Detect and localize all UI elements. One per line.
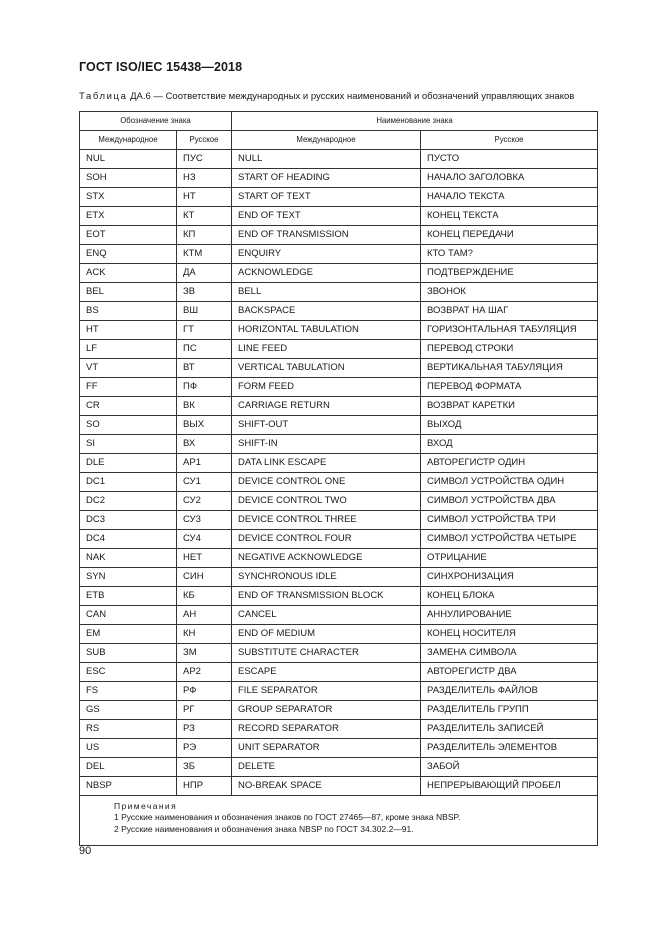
table-row — [80, 738, 598, 757]
designation-intl-cell: BS — [80, 301, 177, 320]
designation-ru-cell: АР1 — [177, 453, 232, 472]
name-intl-cell: ENQUIRY — [232, 244, 421, 263]
designation-intl-cell: DC3 — [80, 510, 177, 529]
designation-ru-cell: РЗ — [177, 719, 232, 738]
designation-ru-cell: ЗМ — [177, 643, 232, 662]
designation-intl-cell: RS — [80, 719, 177, 738]
designation-intl-cell: CAN — [80, 605, 177, 624]
designation-intl-cell: FS — [80, 681, 177, 700]
designation-ru-cell: СУ1 — [177, 472, 232, 491]
name-ru-cell: НАЧАЛО ЗАГОЛОВКА — [421, 168, 598, 187]
designation-intl-cell: DEL — [80, 757, 177, 776]
designation-ru-cell: ВЫХ — [177, 415, 232, 434]
table-row — [80, 586, 598, 605]
designation-ru-cell: ВК — [177, 396, 232, 415]
notes-row — [80, 795, 598, 845]
table-row — [80, 567, 598, 586]
name-ru-cell: ВОЗВРАТ НА ШАГ — [421, 301, 598, 320]
page-header: ГОСТ ISO/IEC 15438—2018 — [79, 60, 243, 74]
designation-ru-cell: КТМ — [177, 244, 232, 263]
designation-ru-cell: ПФ — [177, 377, 232, 396]
name-ru-cell: СИМВОЛ УСТРОЙСТВА ТРИ — [421, 510, 598, 529]
name-intl-cell: START OF HEADING — [232, 168, 421, 187]
designation-intl-cell: CR — [80, 396, 177, 415]
table-row — [80, 206, 598, 225]
designation-intl-cell: ETB — [80, 586, 177, 605]
designation-intl-cell: ESC — [80, 662, 177, 681]
name-intl-cell: VERTICAL TABULATION — [232, 358, 421, 377]
name-ru-cell: ВОЗВРАТ КАРЕТКИ — [421, 396, 598, 415]
name-ru-cell: КТО ТАМ? — [421, 244, 598, 263]
table-row — [80, 643, 598, 662]
name-ru-cell: ПЕРЕВОД ФОРМАТА — [421, 377, 598, 396]
name-ru-cell: РАЗДЕЛИТЕЛЬ ГРУПП — [421, 700, 598, 719]
table-row — [80, 339, 598, 358]
name-intl-cell: DELETE — [232, 757, 421, 776]
designation-intl-cell: US — [80, 738, 177, 757]
name-intl-cell: LINE FEED — [232, 339, 421, 358]
designation-ru-cell: СИН — [177, 567, 232, 586]
name-ru-cell: РАЗДЕЛИТЕЛЬ ЭЛЕМЕНТОВ — [421, 738, 598, 757]
designation-ru-cell: АН — [177, 605, 232, 624]
name-intl-cell: CANCEL — [232, 605, 421, 624]
designation-intl-cell: STX — [80, 187, 177, 206]
name-ru-cell: КОНЕЦ ТЕКСТА — [421, 206, 598, 225]
name-intl-cell: DEVICE CONTROL ONE — [232, 472, 421, 491]
designation-ru-cell: ЗБ — [177, 757, 232, 776]
sub-header-designation-ru: Русское — [177, 130, 232, 149]
designation-intl-cell: DC1 — [80, 472, 177, 491]
table-row — [80, 377, 598, 396]
name-intl-cell: RECORD SEPARATOR — [232, 719, 421, 738]
name-intl-cell: NEGATIVE ACKNOWLEDGE — [232, 548, 421, 567]
name-ru-cell: СИМВОЛ УСТРОЙСТВА ЧЕТЫРЕ — [421, 529, 598, 548]
name-intl-cell: END OF TEXT — [232, 206, 421, 225]
name-ru-cell: ЗВОНОК — [421, 282, 598, 301]
name-ru-cell: ГОРИЗОНТАЛЬНАЯ ТАБУЛЯЦИЯ — [421, 320, 598, 339]
designation-intl-cell: SI — [80, 434, 177, 453]
table-row — [80, 320, 598, 339]
designation-ru-cell: СУ4 — [177, 529, 232, 548]
name-ru-cell: АННУЛИРОВАНИЕ — [421, 605, 598, 624]
designation-intl-cell: SOH — [80, 168, 177, 187]
name-ru-cell: АВТОРЕГИСТР ОДИН — [421, 453, 598, 472]
designation-ru-cell: ГТ — [177, 320, 232, 339]
name-ru-cell: ВЫХОД — [421, 415, 598, 434]
name-intl-cell: SUBSTITUTE CHARACTER — [232, 643, 421, 662]
table-row — [80, 681, 598, 700]
name-ru-cell: КОНЕЦ НОСИТЕЛЯ — [421, 624, 598, 643]
name-intl-cell: START OF TEXT — [232, 187, 421, 206]
designation-intl-cell: NBSP — [80, 776, 177, 795]
designation-intl-cell: VT — [80, 358, 177, 377]
table-row — [80, 415, 598, 434]
designation-ru-cell: КБ — [177, 586, 232, 605]
designation-ru-cell: ВШ — [177, 301, 232, 320]
designation-ru-cell: ДА — [177, 263, 232, 282]
name-intl-cell: ESCAPE — [232, 662, 421, 681]
name-ru-cell: СИМВОЛ УСТРОЙСТВА ОДИН — [421, 472, 598, 491]
table-row — [80, 624, 598, 643]
name-intl-cell: SHIFT-IN — [232, 434, 421, 453]
designation-ru-cell: ПС — [177, 339, 232, 358]
name-ru-cell: АВТОРЕГИСТР ДВА — [421, 662, 598, 681]
designation-intl-cell: FF — [80, 377, 177, 396]
designation-intl-cell: GS — [80, 700, 177, 719]
note-line-2: 2 Русские наименования и обозначения знака NBSP по ГОСТ 34.302.2—91. — [114, 823, 414, 834]
name-intl-cell: HORIZONTAL TABULATION — [232, 320, 421, 339]
name-intl-cell: BELL — [232, 282, 421, 301]
page-number: 90 — [79, 845, 92, 857]
name-intl-cell: DEVICE CONTROL FOUR — [232, 529, 421, 548]
table-row — [80, 168, 598, 187]
designation-intl-cell: DC4 — [80, 529, 177, 548]
name-intl-cell: FILE SEPARATOR — [232, 681, 421, 700]
designation-intl-cell: NUL — [80, 149, 177, 168]
table-row — [80, 453, 598, 472]
designation-ru-cell: КП — [177, 225, 232, 244]
designation-intl-cell: DLE — [80, 453, 177, 472]
name-intl-cell: BACKSPACE — [232, 301, 421, 320]
designation-ru-cell: РФ — [177, 681, 232, 700]
name-ru-cell: РАЗДЕЛИТЕЛЬ ЗАПИСЕЙ — [421, 719, 598, 738]
name-ru-cell: ПУСТО — [421, 149, 598, 168]
designation-intl-cell: ETX — [80, 206, 177, 225]
designation-ru-cell: РГ — [177, 700, 232, 719]
name-intl-cell: FORM FEED — [232, 377, 421, 396]
name-ru-cell: ПОДТВЕРЖДЕНИЕ — [421, 263, 598, 282]
name-intl-cell: CARRIAGE RETURN — [232, 396, 421, 415]
name-intl-cell: SYNCHRONOUS IDLE — [232, 567, 421, 586]
table-body — [80, 149, 598, 795]
name-ru-cell: КОНЕЦ БЛОКА — [421, 586, 598, 605]
name-intl-cell: DEVICE CONTROL THREE — [232, 510, 421, 529]
group-header-name: Наименование знака — [232, 112, 598, 131]
name-ru-cell: ОТРИЦАНИЕ — [421, 548, 598, 567]
table-row — [80, 757, 598, 776]
name-intl-cell: NO-BREAK SPACE — [232, 776, 421, 795]
designation-ru-cell: НЕТ — [177, 548, 232, 567]
sub-header-designation-intl: Международное — [80, 130, 177, 149]
name-intl-cell: UNIT SEPARATOR — [232, 738, 421, 757]
control-characters-table — [79, 111, 598, 846]
notes-title: Примечания — [114, 800, 178, 811]
name-ru-cell: ВХОД — [421, 434, 598, 453]
table-caption — [79, 91, 574, 102]
name-ru-cell: ЗАБОЙ — [421, 757, 598, 776]
table-caption-label: Таблица — [79, 91, 128, 102]
table-row — [80, 662, 598, 681]
designation-intl-cell: DC2 — [80, 491, 177, 510]
designation-intl-cell: EM — [80, 624, 177, 643]
table-row — [80, 491, 598, 510]
name-ru-cell: РАЗДЕЛИТЕЛЬ ФАЙЛОВ — [421, 681, 598, 700]
table-row — [80, 282, 598, 301]
table-caption-text: ДА.6 — Соответствие международных и русских наименований и обозначений управляющих знаков — [127, 91, 575, 102]
designation-ru-cell: КТ — [177, 206, 232, 225]
table-row — [80, 301, 598, 320]
designation-ru-cell: НЗ — [177, 168, 232, 187]
name-intl-cell: END OF MEDIUM — [232, 624, 421, 643]
table-row — [80, 225, 598, 244]
designation-ru-cell: ПУС — [177, 149, 232, 168]
table-row — [80, 149, 598, 168]
name-ru-cell: ПЕРЕВОД СТРОКИ — [421, 339, 598, 358]
designation-ru-cell: СУ3 — [177, 510, 232, 529]
name-intl-cell: END OF TRANSMISSION BLOCK — [232, 586, 421, 605]
name-ru-cell: ЗАМЕНА СИМВОЛА — [421, 643, 598, 662]
designation-intl-cell: LF — [80, 339, 177, 358]
designation-intl-cell: SYN — [80, 567, 177, 586]
name-intl-cell: END OF TRANSMISSION — [232, 225, 421, 244]
name-ru-cell: НЕПРЕРЫВАЮЩИЙ ПРОБЕЛ — [421, 776, 598, 795]
name-ru-cell: СИНХРОНИЗАЦИЯ — [421, 567, 598, 586]
designation-ru-cell: РЭ — [177, 738, 232, 757]
designation-intl-cell: NAK — [80, 548, 177, 567]
table-row — [80, 358, 598, 377]
name-ru-cell: НАЧАЛО ТЕКСТА — [421, 187, 598, 206]
table-row — [80, 396, 598, 415]
table-row — [80, 548, 598, 567]
designation-ru-cell: НПР — [177, 776, 232, 795]
table-row — [80, 719, 598, 738]
sub-header-name-intl: Международное — [232, 130, 421, 149]
table-row — [80, 510, 598, 529]
designation-ru-cell: ЗВ — [177, 282, 232, 301]
name-ru-cell: КОНЕЦ ПЕРЕДАЧИ — [421, 225, 598, 244]
designation-intl-cell: ACK — [80, 263, 177, 282]
designation-intl-cell: SUB — [80, 643, 177, 662]
designation-intl-cell: HT — [80, 320, 177, 339]
name-ru-cell: ВЕРТИКАЛЬНАЯ ТАБУЛЯЦИЯ — [421, 358, 598, 377]
name-intl-cell: SHIFT-OUT — [232, 415, 421, 434]
table-row — [80, 187, 598, 206]
table-row — [80, 434, 598, 453]
designation-ru-cell: СУ2 — [177, 491, 232, 510]
table-row — [80, 472, 598, 491]
designation-ru-cell: ВТ — [177, 358, 232, 377]
table-row — [80, 700, 598, 719]
name-intl-cell: DEVICE CONTROL TWO — [232, 491, 421, 510]
designation-ru-cell: НТ — [177, 187, 232, 206]
table-row — [80, 263, 598, 282]
name-intl-cell: GROUP SEPARATOR — [232, 700, 421, 719]
table-row — [80, 244, 598, 263]
name-intl-cell: DATA LINK ESCAPE — [232, 453, 421, 472]
table-row — [80, 605, 598, 624]
designation-ru-cell: ВХ — [177, 434, 232, 453]
notes-cell — [80, 795, 598, 845]
designation-intl-cell: SO — [80, 415, 177, 434]
sub-header-name-ru: Русское — [421, 130, 598, 149]
designation-intl-cell: BEL — [80, 282, 177, 301]
table-row — [80, 776, 598, 795]
designation-ru-cell: АР2 — [177, 662, 232, 681]
name-intl-cell: NULL — [232, 149, 421, 168]
name-ru-cell: СИМВОЛ УСТРОЙСТВА ДВА — [421, 491, 598, 510]
name-intl-cell: ACKNOWLEDGE — [232, 263, 421, 282]
table-row — [80, 529, 598, 548]
designation-intl-cell: ENQ — [80, 244, 177, 263]
group-header-designation: Обозначение знака — [80, 112, 232, 131]
designation-intl-cell: EOT — [80, 225, 177, 244]
note-line-1: 1 Русские наименования и обозначения знаков по ГОСТ 27465—87, кроме знака NBSP. — [114, 812, 461, 822]
designation-ru-cell: КН — [177, 624, 232, 643]
